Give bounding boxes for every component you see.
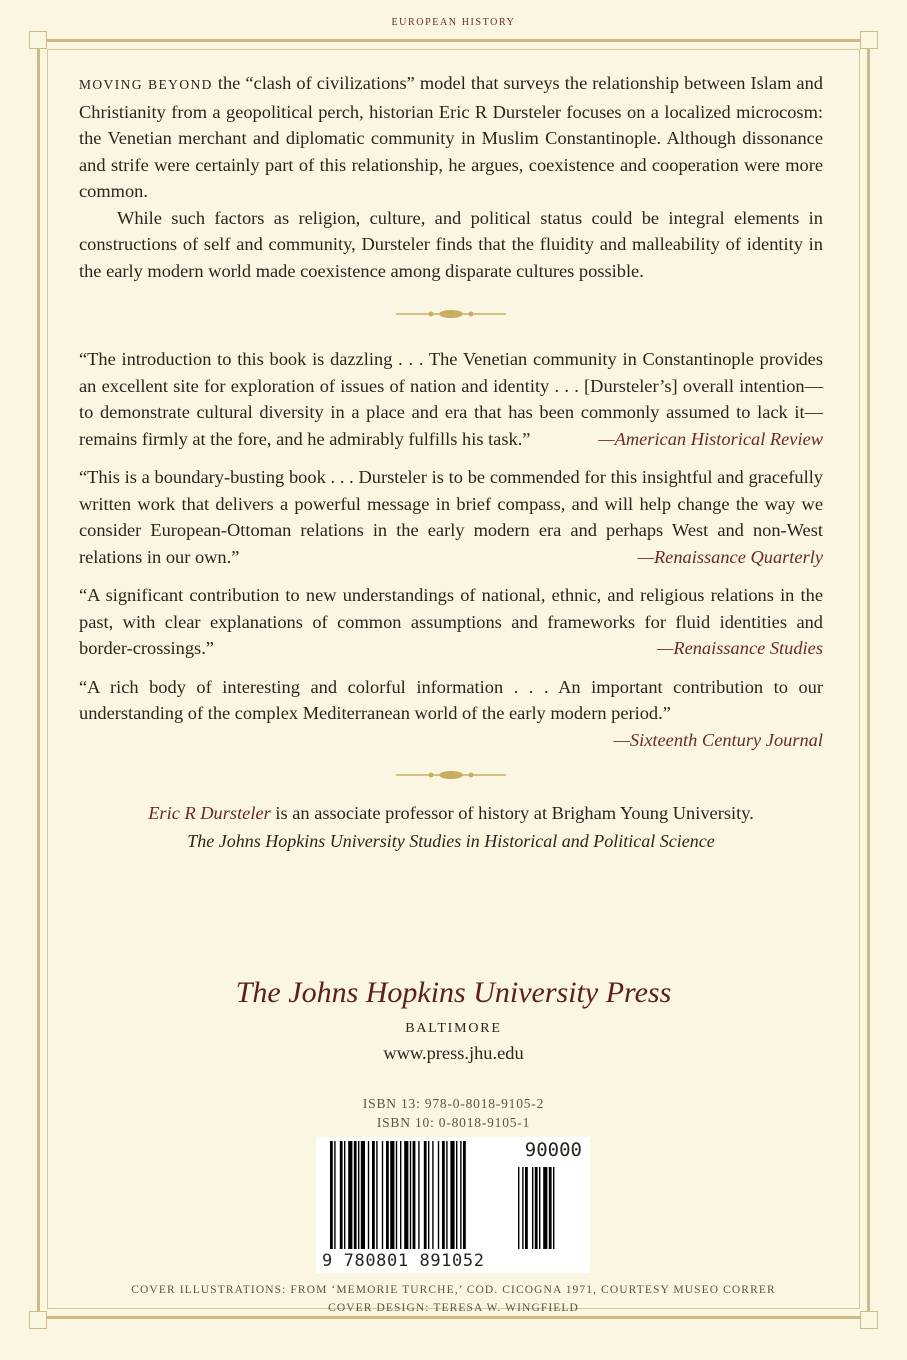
review-source: —Sixteenth Century Journal xyxy=(613,729,823,750)
barcode-bar xyxy=(460,1141,461,1249)
isbn-10: ISBN 10: 0-8018-9105-1 xyxy=(376,1115,531,1130)
barcode-bar xyxy=(532,1167,533,1249)
barcode-bar xyxy=(410,1141,411,1249)
ornament-icon xyxy=(396,767,506,783)
barcode-bar xyxy=(376,1141,377,1249)
barcode-bar xyxy=(340,1141,343,1249)
barcode-bar xyxy=(539,1167,540,1249)
barcode-bar xyxy=(400,1141,401,1249)
description-paragraph-1: MOVING BEYOND the “clash of civilizations” model that surveys the relationship between Islam and Christianity from a geopolitical perch, historian Eric R Dursteler focuses on a localized microcosm: the Venetian merchant and diplomatic community in Muslim Constantinople. Although dissonance and strife were certainly part of this relationship, he argues, coexistence and cooperation were more common. xyxy=(79,73,823,201)
frame-corner xyxy=(29,31,47,49)
barcode-bar xyxy=(418,1141,419,1249)
barcode-bar xyxy=(361,1141,365,1249)
barcode-bar xyxy=(549,1167,552,1249)
frame-corner xyxy=(860,31,878,49)
barcode-bar xyxy=(535,1167,538,1249)
barcode-bar xyxy=(463,1141,466,1249)
review-source: —American Historical Review xyxy=(598,428,823,449)
ornament-divider xyxy=(79,767,823,783)
barcode-bar xyxy=(525,1167,528,1249)
barcode-bar xyxy=(438,1141,439,1249)
barcode-bar xyxy=(518,1167,519,1249)
barcode xyxy=(316,1137,590,1273)
barcode-bar xyxy=(543,1167,547,1249)
barcode-price-code: 90000 xyxy=(524,1139,582,1161)
barcode-bar xyxy=(456,1141,457,1249)
review-quote: “A significant contribution to new understandings of national, ethnic, and religious relations in the past, with clear explanations of common assumptions and frameworks for fluid identities and border-crossings.” —Renaissance Studies xyxy=(79,582,823,662)
barcode-bar xyxy=(442,1141,445,1249)
barcode-bar xyxy=(330,1141,333,1249)
review-quote: “This is a boundary-busting book . . . Dursteler is to be commended for this insightful and gracefully written work that delivers a powerful message in brief compass, and will help change the way we consider European-Ottoman relations in the early modern era and perhaps West and non-West relations in our own.” —Renaissance Quarterly xyxy=(79,464,823,570)
lead-in: MOVING BEYOND xyxy=(79,77,213,92)
barcode-bar xyxy=(553,1167,554,1249)
barcode-bar xyxy=(446,1141,447,1249)
barcode-digits: 9 780801 891052 xyxy=(322,1251,485,1271)
barcode-bar xyxy=(450,1141,454,1249)
barcode-bar xyxy=(390,1141,394,1249)
barcode-bar xyxy=(334,1141,335,1249)
review-quote: “A rich body of interesting and colorful information . . . An important contribution to our understanding of the complex Mediterranean world of the early modern period.” —Sixteenth Century Journal xyxy=(79,674,823,754)
barcode-bar xyxy=(428,1141,429,1249)
description-paragraph-2: While such factors as religion, culture, and political status could be integral elements in constructions of self and community, Dursteler finds that the fluidity and malleability of identity in the early modern world made coexistence among disparate cultures possible. xyxy=(79,207,823,281)
barcode-bar xyxy=(368,1141,369,1249)
ornament-icon xyxy=(396,306,506,322)
author-name: Eric R Dursteler xyxy=(148,803,271,823)
barcode-bar xyxy=(413,1141,416,1249)
barcode-bar xyxy=(404,1141,408,1249)
cover-illustration-credit: COVER ILLUSTRATIONS: FROM ‘MEMORIE TURCHE,’ COD. CICOGNA 1971, COURTESY MUSEO CORRER xyxy=(131,1284,776,1296)
barcode-bar xyxy=(432,1141,433,1249)
publisher-url: www.press.jhu.edu xyxy=(383,1043,524,1063)
barcode-bar xyxy=(386,1141,389,1249)
isbn-13: ISBN 13: 978-0-8018-9105-2 xyxy=(362,1096,545,1111)
barcode-bar xyxy=(424,1141,427,1249)
review-source: —Renaissance Quarterly xyxy=(637,546,823,567)
publisher-name: The Johns Hopkins University Press xyxy=(235,976,672,1009)
barcode-bar xyxy=(344,1141,345,1249)
barcode-bar xyxy=(354,1141,357,1249)
publisher-city: BALTIMORE xyxy=(405,1021,502,1036)
barcode-bar xyxy=(396,1141,397,1249)
series-label: EUROPEAN HISTORY xyxy=(391,17,516,28)
barcode-bar xyxy=(372,1141,375,1249)
barcode-bar xyxy=(382,1141,383,1249)
review-source: —Renaissance Studies xyxy=(656,638,823,658)
barcode-bar xyxy=(348,1141,352,1249)
content-area xyxy=(79,70,823,855)
barcode-bar xyxy=(522,1167,523,1249)
book-series: The Johns Hopkins University Studies in Historical and Political Science xyxy=(187,831,715,851)
review-quote: “The introduction to this book is dazzling . . . The Venetian community in Constantinople provides an excellent site for exploration of issues of nation and identity . . . [Dursteler’s] overall intention—to demonstrate cultural diversity in a place and era that has been commonly assumed to lack it—remains firmly at the fore, and he admirably fulfills his task.” —American Historical Review xyxy=(79,346,823,452)
ornament-divider xyxy=(79,306,823,322)
cover-design-credit: COVER DESIGN: TERESA W. WINGFIELD xyxy=(328,1302,579,1314)
author-note: Eric R Dursteler is an associate professor of history at Brigham Young University. xyxy=(148,803,754,823)
barcode-bar xyxy=(358,1141,359,1249)
